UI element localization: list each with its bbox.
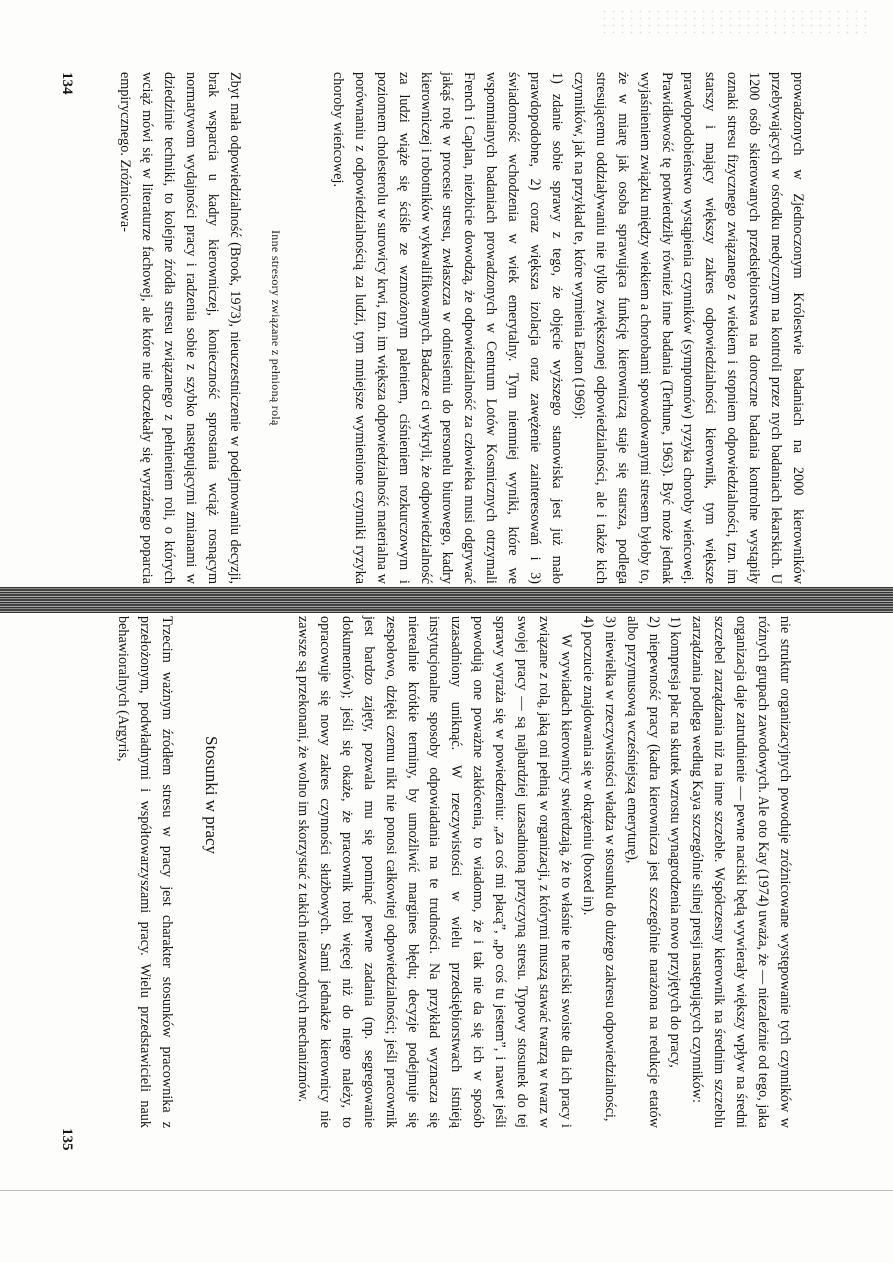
left-page-text xyxy=(326,72,808,584)
bottom-scan-edge xyxy=(0,1190,893,1191)
left-subheading: Inne stresory związane z pełnioną rolą xyxy=(269,230,283,426)
right-list-item-1: 1) kompresja płac na skutek wzrostu wynagrodzenia nowo przyjętych do pracy, xyxy=(667,616,684,1068)
left-paragraph-1: prowadzonych w Zjednoczonym Królestwie badaniach na 2000 kierowników przebywających w ośrodku medycznym na kontroli przez nych badaniach lekarskich. U 1200 osób skierowanych przedsiębiorstwa na doroczne badania kontrolne wystąpiły oznaki stresu fizycznego związanego z wiekiem i stopniem odpowiedzialności, tzn. im starszy i mający większy zakres odpowiedzialności kierownik, tym większe prawdopodobieństwo wystąpienia czynników (symptomów) ryzyka choroby wieńcowej. Prawidłowość tę potwierdziły również inne badania (Terhune, 1963). Być może jednak wyjaśnieniem związku między wiekiem a chorobami spowodowanymi stresem byłoby to, że w miarę jak osoba sprawująca funkcję kierowniczą staje się starsza, podlega stresującemu oddziaływaniu nie tylko zwiększonej odpowiedzialności, ale i także kich czynników, jak na przykład te, które wymienia Eaton (1969): xyxy=(570,72,806,584)
left-paragraph-3: Zbyt mała odpowiedzialność (Brook, 1973), nieuczestniczenie w podejmowaniu decyzji, brak wsparcia u kadry kierowniczej, konieczność sprostania wciąż rosnącym normatywom wydajności pracy i radzenia sobie z szybko następującymi zmianami w dziedzinie techniki, to kolejne źródła stresu związanego z pełnieniem roli, o których wciąż mówi się w literaturze fachowej, ale które nie doczekały się wyraźnego poparcia empirycznego. Zróżnicowa- xyxy=(117,72,243,584)
left-paragraph-2: 1) zdanie sobie sprawy z tego, że objęcie wyższego stanowiska jest już mało prawdopodobne, 2) coraz większa izolacja oraz zawężenie zainteresowań i 3) świadomość wchodzenia w wiek emerytalny. Tym niemniej wyniki, które we wspomnianych badaniach prowadzonych w Centrum Lotów Kosmicznych otrzymali French i Caplan, niezbicie dowodzą, że odpowiedzialność za człowieka musi odgrywać jakąś rolę w procesie stresu, zwłaszcza w odniesieniu do personelu biurowego, kadry kierowniczej i robotników wykwalifikowanych. Badacze ci wykryli, że odpowiedzialność za ludzi wiąże się ściśle ze wzmożonym paleniem, ciśnieniem rozkurczowym i poziomem cholesterolu w surowicy krwi, tzn. im większa odpowiedzialność materialna w porównaniu z odpowiedzialnością za ludzi, tym mniejsze wymienione czynniki ryzyka choroby wieńcowej. xyxy=(329,72,566,584)
right-list-item-4: 4) poczucie znajdowania się w okrążeniu (boxed in). xyxy=(579,616,596,916)
right-list-item-2: 2) niepewność pracy (kadra kierownicza jest szczególnie narażona na redukcje etatów albo przymusową wcześniejszą emeryturę), xyxy=(623,616,662,1128)
right-paragraph-2: W wywiadach kierownicy stwierdzają, że to właśnie te naciski swoiste dla ich pracy i związane z rolą, jaką oni pełnią w organizacji, z którymi muszą stawać twarzą w twarz w swojej pracy — są najbardziej uzasadnioną przyczyną stresu. Typowy stosunek do tej sprawy wyraża się w powiedzeniu: „za coś mi płacą”, „po coś tu jestem”, i nawet jeśli powodują one poważne zakłócenia, to wiadomo, że i tak nie da się ich w sposób uzasadniony uniknąć. W rzeczywistości w wielu przedsiębiorstwach istnieją instytucjonalne sposoby odpowiadania na te trudności. Na przykład wyznacza się nierealnie krótkie terminy, by umożliwić margines błędu; decyzje podejmuje się zespołowo, dzięki czemu nikt nie ponosi całkowitej odpowiedzialności; jeśli pracownik jest bardzo zajęty, pozwala mu się pominąć pewne zadania (np. segregowanie dokumentów); jeśli się okaże, że pracownik robi więcej niż do niego należy, to opracowuje się nowy zakres czynności służbowych. Sami jednakże kierownicy nie zawsze są przekonani, że wolno im skorzystać z takich niezawodnych mechanizmów. xyxy=(295,616,574,1128)
left-page-text-after xyxy=(114,72,245,584)
right-paragraph-1: nie struktur organizacyjnych powoduje zróżnicowane występowanie tych czynników w różnych grupach zawodowych. Ale oto Kay (1974) uważa, że — niezależnie od tego, jaka organizacja daje zatrudnienie — pewne naciski będą wywierały większy wpływ na średni szczebel zarządzania niż na inne szczeble. Współczesny kierownik na średnim szczeblu zarządzania podlega według Kaya szczególnie silnej presji następujących czynników: xyxy=(689,616,793,1128)
right-page-text xyxy=(291,616,795,1128)
right-heading: Stosunki w pracy xyxy=(202,736,221,855)
right-page-number: 135 xyxy=(59,1128,75,1151)
right-paragraph-3: Trzecim ważnym źródłem stresu w pracy jest charakter stosunków pracownika z przełożonym, podwładnymi i współtowarzyszami pracy. Wielu przedstawicieli nauk behawioralnych (Argyris, xyxy=(115,616,175,1128)
right-list-item-3: 3) niewielka w rzeczywistości władza w stosunku do dużego zakresu odpowiedzialności, xyxy=(601,616,618,1122)
book-gutter xyxy=(0,587,893,613)
left-page-number: 134 xyxy=(59,72,75,95)
right-page-text-after xyxy=(111,616,177,1128)
